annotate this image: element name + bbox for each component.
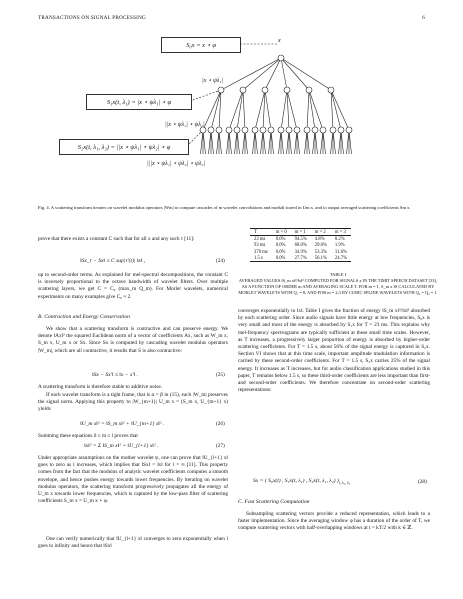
table-cell: 68.0% (294, 243, 307, 249)
tree-node (216, 127, 222, 133)
tree-edge (253, 130, 256, 154)
tree-edge (305, 130, 308, 154)
tree-node (304, 127, 310, 133)
tree-edge (243, 90, 245, 130)
table-row (250, 243, 351, 249)
tree-edge (307, 90, 309, 130)
table-cell: 0.0% (275, 236, 286, 242)
tree-edge (217, 130, 220, 154)
tree-edge (265, 90, 271, 130)
table-cell: 93 ms (254, 243, 266, 249)
tree-edge (235, 130, 238, 154)
table-title: TABLE I (329, 272, 347, 277)
level1-label: |x ⋆ ψλ₁| (202, 78, 224, 84)
left-paragraph-6: Summing these equations 0 ≤ m ≤ l proves that (38, 433, 138, 439)
tree-edge (209, 130, 212, 154)
tree-edge (203, 130, 206, 154)
tree-edge (219, 130, 222, 154)
tree-node (278, 127, 284, 133)
table-row (250, 249, 351, 255)
tree-edge (227, 130, 230, 154)
tree-edge (323, 130, 326, 154)
s1-box: S₁x(t, λ₁) = |x ⋆ ψλ₁| ⋆ φ (86, 94, 192, 110)
scattering-figure (25, 30, 445, 205)
table-row (250, 255, 351, 262)
equation-28 (253, 478, 350, 485)
tree-edge (265, 58, 281, 90)
table-cell: 56.1% (311, 255, 331, 262)
tree-edge (263, 130, 266, 154)
tree-edge (333, 130, 336, 154)
tree-edge (297, 130, 300, 154)
tree-node (330, 127, 336, 133)
equation-28-number: (28) (418, 479, 427, 485)
tree-edge (261, 130, 264, 154)
tree-edge (243, 130, 246, 154)
table-header: m = 1 (291, 229, 311, 236)
scattering-tree-diagram (25, 30, 445, 205)
table-caption (238, 272, 438, 296)
tree-node (284, 87, 290, 93)
tree-edge (289, 130, 292, 154)
tree-node (294, 127, 300, 133)
table-cell: 29.0% (314, 243, 327, 249)
left-paragraph-2: up to second-order terms. As explained for mel-spectral decompositions, the constant C is inversely proportional to the octave bandwidth of wavelet filters. Over multiple scattering layers, we get C = C₀ (max_m Q_m). For Morlet wavelets, numerical experiments on many examples give C₀ ≈ 2. (38, 272, 228, 300)
tree-node (226, 127, 232, 133)
table-header: T (250, 229, 272, 236)
energy-table (250, 228, 351, 262)
level2-label: ||x ⋆ ψλ₁| ⋆ ψλ₂| (165, 122, 205, 128)
tree-edge (211, 130, 214, 154)
tree-node (312, 127, 318, 133)
tree-edge (341, 130, 344, 154)
tree-edge (331, 130, 334, 154)
table-cell: 0.2% (334, 236, 345, 242)
tree-node (268, 127, 274, 133)
equation-26: ‖U_m x‖² = ‖S_m x‖² + ‖U_{m+1} x‖² . (80, 421, 165, 427)
s0-box: S₀x = x ⋆ φ (161, 37, 241, 53)
tree-edge (237, 130, 240, 154)
equation-27: ‖x‖² = Σ ‖S_m x‖² + ‖U_{l+1} x‖² . (84, 443, 159, 449)
equation-27-number: (27) (216, 443, 225, 449)
tree-node (218, 87, 224, 93)
tree-edge (309, 90, 315, 130)
equation-24: ‖Sx_τ − Sx‖ ≤ C sup|τ′(t)| ‖x‖ , (80, 258, 146, 264)
tree-edge (221, 58, 281, 90)
tree-edge (347, 130, 350, 154)
tree-edge (281, 58, 309, 90)
equation-26-number: (26) (216, 421, 225, 427)
page-number: 6 (422, 15, 425, 21)
tree-edge (339, 130, 342, 154)
tree-edge (271, 130, 274, 154)
table-row (250, 236, 351, 243)
left-paragraph-7: Under appropriate assumptions on the mother wavelet ψ, one can prove that ‖U_{l+1} x‖ goes to zero as l increases, which implies that ‖Sx‖ = ‖x‖ for l = ∞ [11]. This property comes from the fact that the modulus of analytic wavelet coefficients computes a smooth envelope, and hence pushes energy towards lower frequencies. By iterating on wavelet modulus operators, the scattering transform progressively propagates all the energy of U_m x towards lower frequencies, which is captured by the low-pass filter of scattering coefficients S_m x = U_m x ⋆ φ. (38, 455, 228, 505)
left-paragraph-8: One can verify numerically that ‖U_{l+1} x‖ converges to zero exponentially when l goes to infinity and hence that ‖Sx‖ (38, 536, 228, 550)
table-header: m = 3 (331, 229, 351, 236)
tree-node (240, 87, 246, 93)
equation-25-number: (25) (216, 372, 225, 378)
section-c-heading: C. Fast Scattering Computation (238, 499, 310, 505)
equation-28-subscript: t, λ₁, λ₂ (338, 480, 351, 486)
table-cell: 23 ms (254, 236, 266, 242)
tree-edge (313, 130, 316, 154)
tree-node (346, 127, 352, 133)
figure-caption: Fig. 4. A scattering transform iterates on wavelet modulus operators |Wm| to compute cascades of m wavelet convolutions and moduli stored in Um x, and to output averaged scattering coefficients Sm x. (38, 205, 411, 210)
tree-node (338, 127, 344, 133)
table-caption-text: AVERAGED VALUES ‖S_m x‖²/‖x‖² COMPUTED FOR SIGNALS x IN THE TIMIT SPEECH DATASET [33], AS A FUNCTION OF ORDER m AND AVERAGING SCALE T. FOR m = 1, S_m x IS CALCULATED BY MORLET WAVELETS WITH Q₁ = 8, AND FOR m = 2,3 BY CUBIC SPLINE WAVELETS WITH Q₂ = Q₃ = 1. (238, 277, 438, 295)
output-link (187, 130, 203, 146)
left-paragraph-3: We show that a scattering transform is contractive and can preserve energy. We denote ‖Ax‖² the squared Euclidean norm of a vector of coefficients Ax, such as W_m x, S_m x, U_m x or Sx. Since Sx is computed by cascading wavelet modulus operators |W_m|, which are all contractive, it results that S is also contractive: (38, 326, 228, 354)
table-cell: 27.7% (291, 255, 311, 262)
table-cell: 370 ms (254, 249, 268, 255)
tree-edge (243, 58, 281, 90)
tree-node (320, 127, 326, 133)
table-cell: 1.9% (334, 243, 345, 249)
table-header: m = 2 (311, 229, 331, 236)
equation-28-body: Sx = ( S₀x(t) , S₁x(t, λ₁) , S₂x(t, λ₁, λ₂) ) (253, 478, 339, 484)
tree-node (260, 127, 266, 133)
tree-node (208, 127, 214, 133)
right-paragraph-2: Subsampling scattering vectors provide a reduced representation, which leads to a faster implementation. Since the averaging window φ has a duration of the order of T, we compute scattering vectors with half-overlapping windows at t = kT/2 with k ∈ ℤ. (238, 511, 430, 532)
table-cell: 34.9% (294, 249, 307, 255)
s2-box: S₂x(t, λ₁, λ₂) = ||x ⋆ ψλ₁| ⋆ ψλ₂| ⋆ φ (59, 139, 189, 155)
tree-edge (203, 90, 221, 130)
tree-edge (281, 58, 331, 90)
root-label: x (278, 38, 281, 44)
tree-node (306, 87, 312, 93)
tree-node (286, 127, 292, 133)
tree-edge (281, 58, 287, 90)
table-cell: 11.6% (334, 249, 347, 255)
table-header-row (250, 229, 351, 236)
table-cell: 0.0% (275, 243, 286, 249)
tree-edge (349, 130, 352, 154)
table-cell: 53.3% (314, 249, 327, 255)
output-link (190, 90, 221, 101)
tree-edge (245, 130, 248, 154)
tree-edge (309, 90, 323, 130)
tree-node (252, 127, 258, 133)
table-cell: 0.0% (275, 249, 286, 255)
tree-edge (255, 130, 258, 154)
left-paragraph-4: A scattering transform is therefore stable to additive noise. (38, 384, 162, 390)
section-b-heading: B. Contraction and Energy Conservation (38, 314, 130, 320)
tree-edge (295, 130, 298, 154)
table-cell: 24.7% (331, 255, 351, 262)
level3-label: |||x ⋆ ψλ₁| ⋆ ψλ₂| ⋆ ψλ₃| (147, 161, 206, 167)
tree-edge (287, 130, 290, 154)
table-cell: 94.5% (294, 236, 307, 242)
table-cell: 0.0% (272, 255, 291, 262)
tree-edge (229, 130, 232, 154)
right-paragraph-1: converges exponentially to ‖x‖. Table I gives the fraction of energy ‖S_m x‖²/‖x‖² absorbed by each scattering order. Since audio signals have little energy at low frequencies, S₀x is very small and most of the energy is absorbed by S₁x for T = 23 ms. This explains why mel-frequency spectrograms are typically sufficient at these small time scales. However, as T increases, a progressively larger proportion of energy is absorbed by higher-order scattering coefficients. For T = 1.5 s, about 56% of the signal energy is captured in S₂x. Section VI shows that at this time scale, important amplitude modulation information is carried by these second-order coefficients. For T = 1.5 s, S₃x carries 25% of the signal energy. It increases as T increases, but for audio classification applications studied in this paper, T remains below 1.5 s, so these third-order coefficients are less important than first- and second-order coefficients. We therefore concentrate on second-order scattering representations: (238, 308, 430, 394)
left-paragraph-5: If each wavelet transform is a tight frame, that is α = β in (15), each |W_m| preserves the signal norm. Applying this property to |W_{m+1}| U_m x = (S_m x, U_{m+1} x) yields (38, 392, 228, 413)
tree-edge (331, 90, 349, 130)
tree-edge (321, 130, 324, 154)
journal-name: TRANSACTIONS ON SIGNAL PROCESSING (38, 15, 147, 21)
table-cell: 4.8% (314, 236, 325, 242)
tree-edge (281, 130, 284, 154)
running-header (38, 15, 425, 24)
tree-node (242, 127, 248, 133)
tree-edge (237, 90, 243, 130)
equation-25: ‖Sx − Sx′‖ ≤ ‖x − x′‖ . (92, 372, 139, 378)
tree-node (278, 55, 284, 61)
tree-edge (201, 130, 204, 154)
tree-edge (279, 130, 282, 154)
equation-24-number: (24) (216, 258, 225, 264)
table-cell: 1.5 s (250, 255, 272, 262)
tree-edge (269, 130, 272, 154)
tree-edge (315, 130, 318, 154)
tree-node (234, 127, 240, 133)
table-header: m = 0 (272, 229, 291, 236)
tree-node (262, 87, 268, 93)
tree-edge (307, 130, 310, 154)
tree-node (328, 87, 334, 93)
tree-edge (281, 90, 287, 130)
tree-edge (229, 90, 243, 130)
left-paragraph-1: prove that there exists a constant C such that for all x and any such τ [11]: (38, 236, 195, 242)
